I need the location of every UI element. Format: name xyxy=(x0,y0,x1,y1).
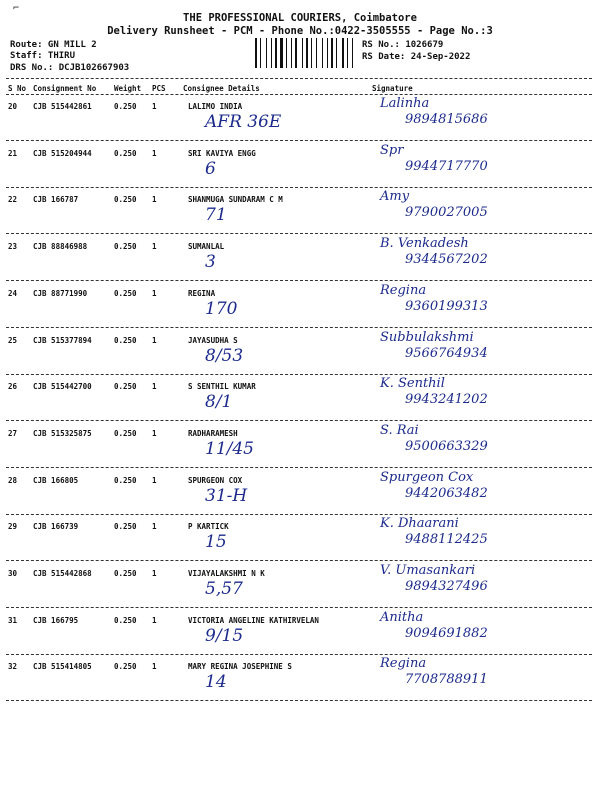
table-row xyxy=(0,470,600,517)
row-pcs: 1 xyxy=(152,569,157,578)
row-pcs: 1 xyxy=(152,242,157,252)
row-handwritten-phone: 9500663329 xyxy=(405,438,488,454)
barcode-bar xyxy=(275,38,277,68)
row-divider xyxy=(6,420,592,421)
row-weight: 0.250 xyxy=(114,475,137,485)
route-label: Route: GN MILL 2 xyxy=(10,40,97,50)
row-handwritten-phone: 9894327496 xyxy=(405,579,488,594)
barcode-bar xyxy=(324,38,326,68)
row-pcs: 1 xyxy=(152,148,157,158)
row-weight: 0.250 xyxy=(114,615,137,625)
barcode-bar xyxy=(331,38,333,68)
row-pcs: 1 xyxy=(152,288,157,298)
barcode-bar xyxy=(288,38,290,68)
row-consignment-no: CJB 166787 xyxy=(33,195,79,205)
row-consignee-name: VIJAYALAKSHMI N K xyxy=(188,569,265,578)
row-signature: V. Umasankari xyxy=(380,563,476,578)
row-handwritten-phone: 9360199313 xyxy=(405,298,488,314)
row-divider xyxy=(6,374,592,375)
table-row xyxy=(0,656,600,703)
row-divider xyxy=(6,187,592,188)
row-weight: 0.250 xyxy=(114,288,137,298)
header-rule-bottom xyxy=(6,94,592,95)
row-pcs: 1 xyxy=(152,522,157,532)
barcode-bar xyxy=(271,38,272,68)
barcode-bar xyxy=(345,38,346,68)
row-weight: 0.250 xyxy=(114,382,137,392)
row-consignee-name: VICTORIA ANGELINE KATHIRVELAN xyxy=(188,615,319,625)
barcode-bar xyxy=(295,38,297,68)
row-consignment-no: CJB 515442868 xyxy=(33,569,92,578)
barcode-bar xyxy=(255,38,257,68)
row-handwritten-phone: 9790027005 xyxy=(405,205,488,221)
barcode-bar xyxy=(329,38,330,68)
row-pcs: 1 xyxy=(152,662,157,672)
row-pcs: 1 xyxy=(152,382,157,392)
row-consignee-name: RADHARAMESH xyxy=(188,428,238,438)
barcode-bar xyxy=(352,38,353,68)
rs-number: RS No.: 1026679 xyxy=(362,40,444,50)
row-signature: Spr xyxy=(380,142,404,158)
row-sno: 20 xyxy=(8,102,18,111)
row-divider xyxy=(6,700,592,701)
row-consignee-name: P KARTICK xyxy=(188,522,229,532)
barcode-bar xyxy=(262,38,265,68)
barcode-bar xyxy=(322,38,323,68)
table-row xyxy=(0,283,600,330)
row-handwritten-address: 31-H xyxy=(205,485,248,506)
row-divider xyxy=(6,233,592,234)
row-handwritten-phone: 7708788911 xyxy=(405,672,488,688)
row-signature: Subbulakshmi xyxy=(380,329,474,345)
table-row xyxy=(0,516,600,563)
row-divider xyxy=(6,140,592,141)
row-weight: 0.250 xyxy=(114,569,137,578)
row-handwritten-phone: 9488112425 xyxy=(405,532,488,548)
barcode-bar xyxy=(313,38,315,68)
row-consignment-no: CJB 515204944 xyxy=(33,148,92,158)
row-pcs: 1 xyxy=(152,475,157,485)
row-divider xyxy=(6,514,592,515)
row-handwritten-address: 14 xyxy=(205,672,227,693)
row-consignee-name: SHANMUGA SUNDARAM C M xyxy=(188,195,283,205)
row-handwritten-phone: 9894815686 xyxy=(405,112,488,127)
row-signature: K. Dhaarani xyxy=(380,516,459,532)
row-consignment-no: CJB 515325875 xyxy=(33,428,92,438)
row-handwritten-address: 6 xyxy=(205,158,216,179)
rs-date: RS Date: 24-Sep-2022 xyxy=(362,52,471,62)
row-weight: 0.250 xyxy=(114,428,137,438)
row-sno: 29 xyxy=(8,522,18,532)
table-row xyxy=(0,330,600,377)
row-signature: Regina xyxy=(380,656,427,672)
row-handwritten-address: 9/15 xyxy=(205,625,244,646)
row-sno: 22 xyxy=(8,195,18,205)
row-handwritten-phone: 9094691882 xyxy=(405,625,488,641)
row-consignee-name: SRI KAVIYA ENGG xyxy=(188,148,256,158)
barcode-bar xyxy=(327,38,328,68)
table-row xyxy=(0,143,600,190)
barcode-bar xyxy=(318,38,321,68)
staff-label: Staff: THIRU xyxy=(10,51,76,61)
col-weight: Weight xyxy=(114,84,142,93)
row-divider xyxy=(6,560,592,561)
row-consignee-name: JAYASUDHA S xyxy=(188,335,238,345)
row-sno: 32 xyxy=(8,662,18,672)
row-consignee-name: S SENTHIL KUMAR xyxy=(188,382,256,392)
barcode-bar xyxy=(354,38,355,68)
row-weight: 0.250 xyxy=(114,335,137,345)
row-sno: 31 xyxy=(8,615,18,625)
row-weight: 0.250 xyxy=(114,195,137,205)
row-consignment-no: CJB 166795 xyxy=(33,615,79,625)
row-consignment-no: CJB 515442700 xyxy=(33,382,92,392)
row-pcs: 1 xyxy=(152,428,157,438)
barcode-bar xyxy=(306,38,308,68)
table-row xyxy=(0,563,600,610)
barcode-bar xyxy=(258,38,259,68)
row-sno: 28 xyxy=(8,475,18,485)
row-sno: 27 xyxy=(8,428,18,438)
row-consignment-no: CJB 88846988 xyxy=(33,242,88,252)
row-pcs: 1 xyxy=(152,102,157,111)
barcode-bar xyxy=(298,38,301,68)
row-divider xyxy=(6,654,592,655)
barcode-bar xyxy=(304,38,305,68)
row-sno: 30 xyxy=(8,569,18,578)
barcode-bar xyxy=(311,38,312,68)
barcode-bar xyxy=(349,38,351,68)
table-row xyxy=(0,236,600,283)
row-signature: Spurgeon Cox xyxy=(380,469,474,485)
row-handwritten-address: 170 xyxy=(205,298,238,319)
row-divider xyxy=(6,327,592,328)
row-consignment-no: CJB 515442861 xyxy=(33,102,92,111)
barcode-bar xyxy=(334,38,335,68)
col-pcs: PCS xyxy=(152,84,166,93)
barcode-bar xyxy=(302,38,303,68)
barcode-bar xyxy=(336,38,337,68)
table-row xyxy=(0,376,600,423)
row-divider xyxy=(6,607,592,608)
table-row xyxy=(0,423,600,470)
runsheet-subtitle: Delivery Runsheet - PCM - Phone No.:0422-3505555 - Page No.:3 xyxy=(107,25,493,37)
row-consignee-name: LALIMO INDIA xyxy=(188,102,243,111)
barcode-bar xyxy=(316,38,317,68)
row-consignment-no: CJB 88771990 xyxy=(33,288,88,298)
row-consignee-name: SPURGEON COX xyxy=(188,475,243,485)
row-sno: 26 xyxy=(8,382,18,392)
row-pcs: 1 xyxy=(152,195,157,205)
barcode-bar xyxy=(338,38,341,68)
table-row xyxy=(0,189,600,236)
row-signature: Regina xyxy=(380,282,427,298)
barcode-bar xyxy=(266,38,267,68)
row-handwritten-address: 3 xyxy=(205,252,216,273)
col-signature: Signature xyxy=(372,84,413,93)
row-handwritten-address: 8/1 xyxy=(205,392,233,413)
row-consignment-no: CJB 166805 xyxy=(33,475,79,485)
barcode-bar xyxy=(284,38,285,68)
row-divider xyxy=(6,280,592,281)
header-rule-top xyxy=(6,78,592,79)
barcode-bar xyxy=(291,38,292,68)
row-handwritten-phone: 9344567202 xyxy=(405,252,488,268)
row-handwritten-phone: 9944717770 xyxy=(405,158,488,174)
corner-mark: ⌐ xyxy=(13,3,20,14)
row-handwritten-address: 8/53 xyxy=(205,345,244,366)
row-consignee-name: SUMANLAL xyxy=(188,242,225,252)
barcode-bar xyxy=(286,38,287,68)
row-sno: 23 xyxy=(8,242,18,252)
row-consignment-no: CJB 515414805 xyxy=(33,662,92,672)
row-weight: 0.250 xyxy=(114,148,137,158)
barcode-bar xyxy=(342,38,344,68)
barcode-bar xyxy=(268,38,270,68)
row-weight: 0.250 xyxy=(114,662,137,672)
col-consignee: Consignee Details xyxy=(183,84,260,93)
row-handwritten-phone: 9566764934 xyxy=(405,345,488,361)
row-signature: S. Rai xyxy=(380,422,419,438)
row-signature: Lalinha xyxy=(380,96,430,111)
row-signature: Anitha xyxy=(380,609,424,625)
row-signature: K. Senthil xyxy=(380,376,445,392)
row-sno: 24 xyxy=(8,288,18,298)
row-handwritten-address: 15 xyxy=(205,532,227,553)
row-consignee-name: MARY REGINA JOSEPHINE S xyxy=(188,662,292,672)
row-sno: 21 xyxy=(8,148,18,158)
col-consignment: Consignment No xyxy=(33,84,97,93)
barcode-bar xyxy=(309,38,310,68)
barcode xyxy=(255,38,355,68)
barcode-bar xyxy=(347,38,348,68)
row-weight: 0.250 xyxy=(114,242,137,252)
row-handwritten-address: 71 xyxy=(205,205,227,226)
row-signature: B. Venkadesh xyxy=(380,236,469,252)
row-weight: 0.250 xyxy=(114,102,137,111)
row-consignment-no: CJB 166739 xyxy=(33,522,79,532)
barcode-bar xyxy=(260,38,261,68)
row-pcs: 1 xyxy=(152,615,157,625)
drs-number: DRS No.: DCJB102667903 xyxy=(10,63,130,73)
row-handwritten-address: 11/45 xyxy=(205,438,254,459)
col-sno: S No xyxy=(8,84,27,93)
row-sno: 25 xyxy=(8,335,18,345)
row-consignment-no: CJB 515377894 xyxy=(33,335,92,345)
row-consignee-name: REGINA xyxy=(188,288,216,298)
barcode-bar xyxy=(280,38,283,68)
row-weight: 0.250 xyxy=(114,522,137,532)
row-divider xyxy=(6,467,592,468)
barcode-bar xyxy=(278,38,279,68)
row-handwritten-phone: 9442063482 xyxy=(405,485,488,501)
table-row xyxy=(0,96,600,143)
row-handwritten-address: 5,57 xyxy=(205,579,243,599)
row-handwritten-address: AFR 36E xyxy=(205,112,282,132)
row-handwritten-phone: 9943241202 xyxy=(405,392,488,408)
row-pcs: 1 xyxy=(152,335,157,345)
table-row xyxy=(0,610,600,657)
barcode-bar xyxy=(273,38,274,68)
company-title: THE PROFESSIONAL COURIERS, Coimbatore xyxy=(183,12,417,24)
barcode-bar xyxy=(293,38,294,68)
row-signature: Amy xyxy=(380,189,410,205)
